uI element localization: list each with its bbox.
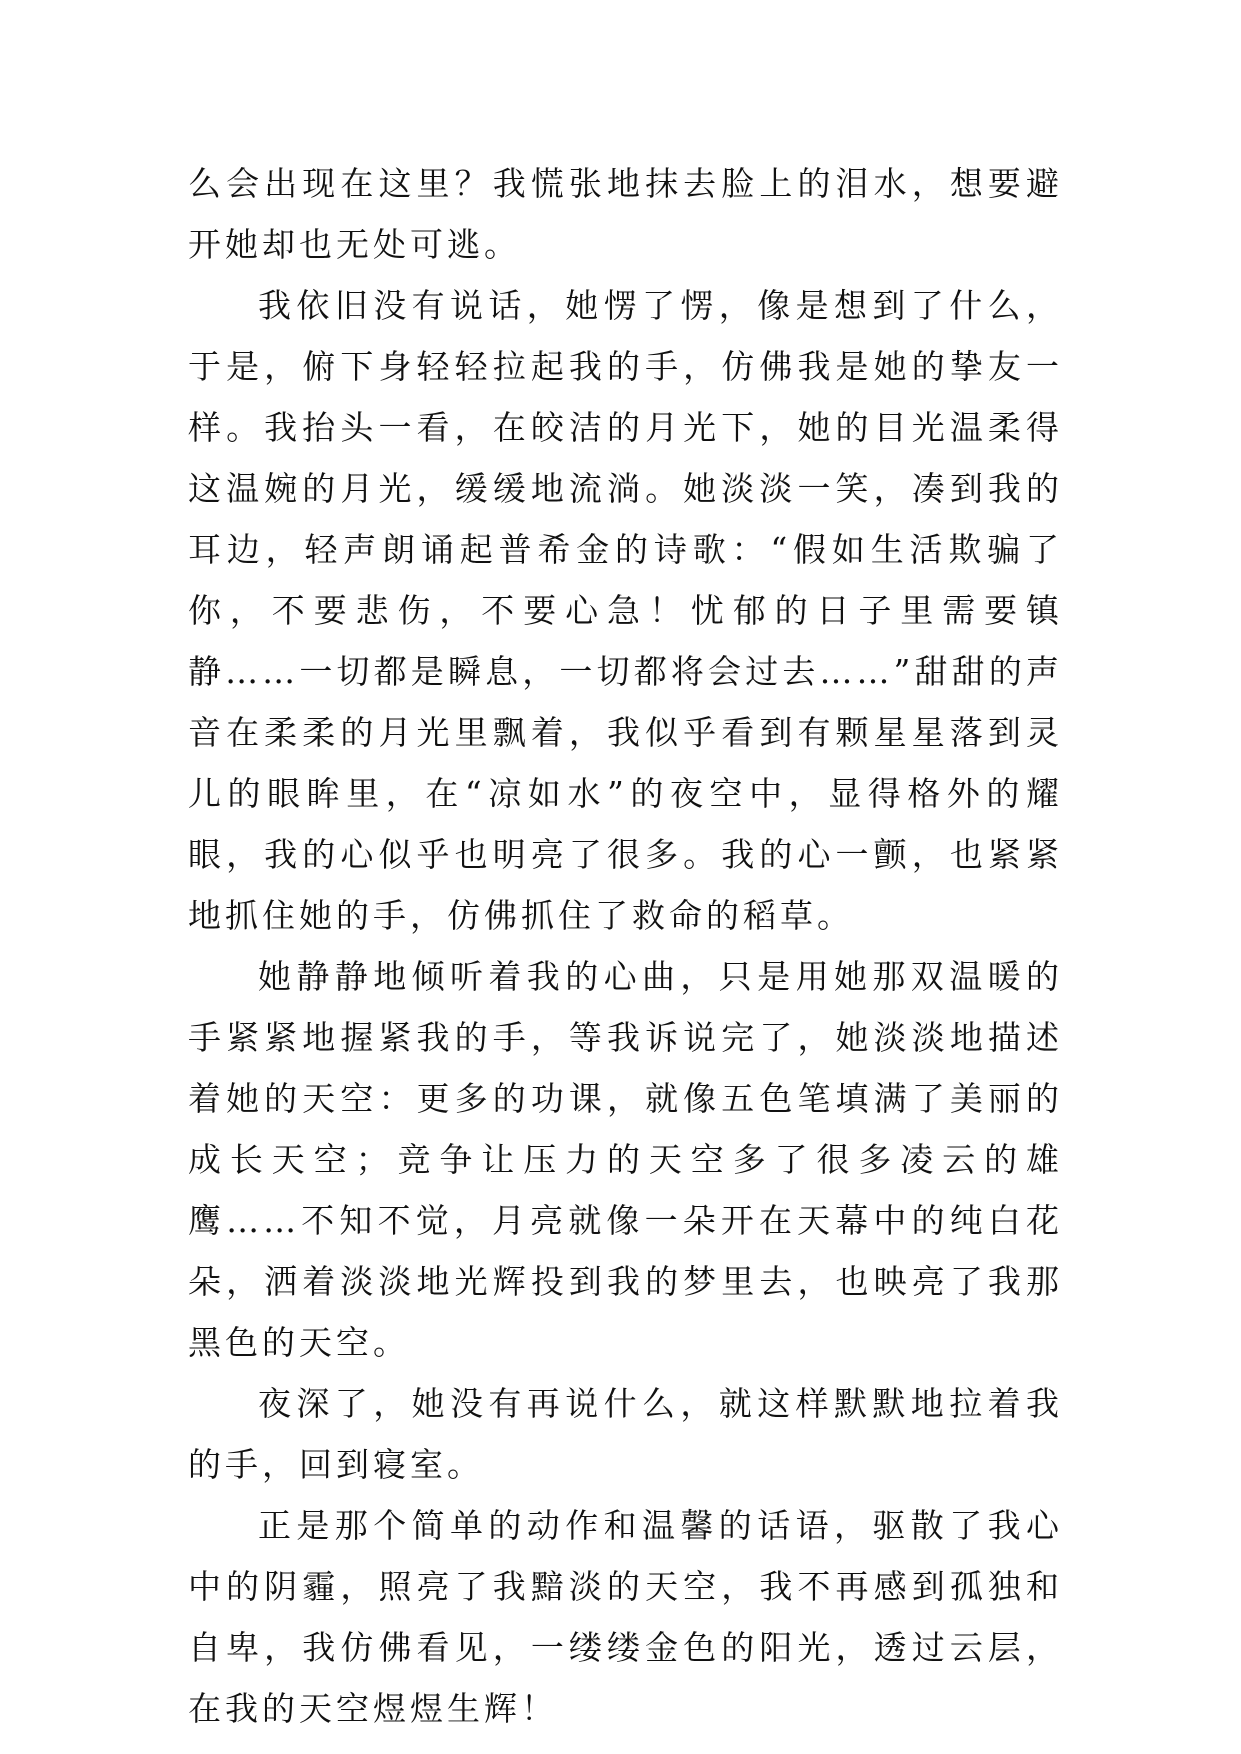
- paragraph-4: 夜深了，她没有再说什么，就这样默默地拉着我的手，回到寝室。: [188, 1384, 1063, 1484]
- paragraph-2: 我依旧没有说话，她愣了愣，像是想到了什么，于是，俯下身轻轻拉起我的手，仿佛我是她的挚友一样。我抬头一看，在皎洁的月光下，她的目光温柔得这温婉的月光，缓缓地流淌。她淡淡一笑，凑到我的耳边，轻声朗诵起普希金的诗歌：“假如生活欺骗了你，不要悲伤，不要心急！忧郁的日子里需要镇静……一切都是瞬息，一切都将会过去……”甜甜的声音在柔柔的月光里飘着，我似乎看到有颗星星落到灵儿的眼眸里，在“凉如水”的夜空中，显得格外的耀眼，我的心似乎也明亮了很多。我的心一颤，也紧紧地抓住她的手，仿佛抓住了救命的稻草。: [188, 286, 1063, 935]
- body-text: [188, 153, 1063, 1739]
- paragraph-5: 正是那个简单的动作和温馨的话语，驱散了我心中的阴霾，照亮了我黯淡的天空，我不再感到孤独和自卑，我仿佛看见，一缕缕金色的阳光，透过云层，在我的天空煜煜生辉！: [188, 1506, 1063, 1728]
- paragraph-1: 么会出现在这里？我慌张地抹去脸上的泪水，想要避开她却也无处可逃。: [188, 164, 1063, 264]
- paragraph-3: 她静静地倾听着我的心曲，只是用她那双温暖的手紧紧地握紧我的手，等我诉说完了，她淡淡地描述着她的天空：更多的功课，就像五色笔填满了美丽的成长天空；竞争让压力的天空多了很多凌云的雄鹰……不知不觉，月亮就像一朵开在天幕中的纯白花朵，洒着淡淡地光辉投到我的梦里去，也映亮了我那黑色的天空。: [188, 957, 1063, 1362]
